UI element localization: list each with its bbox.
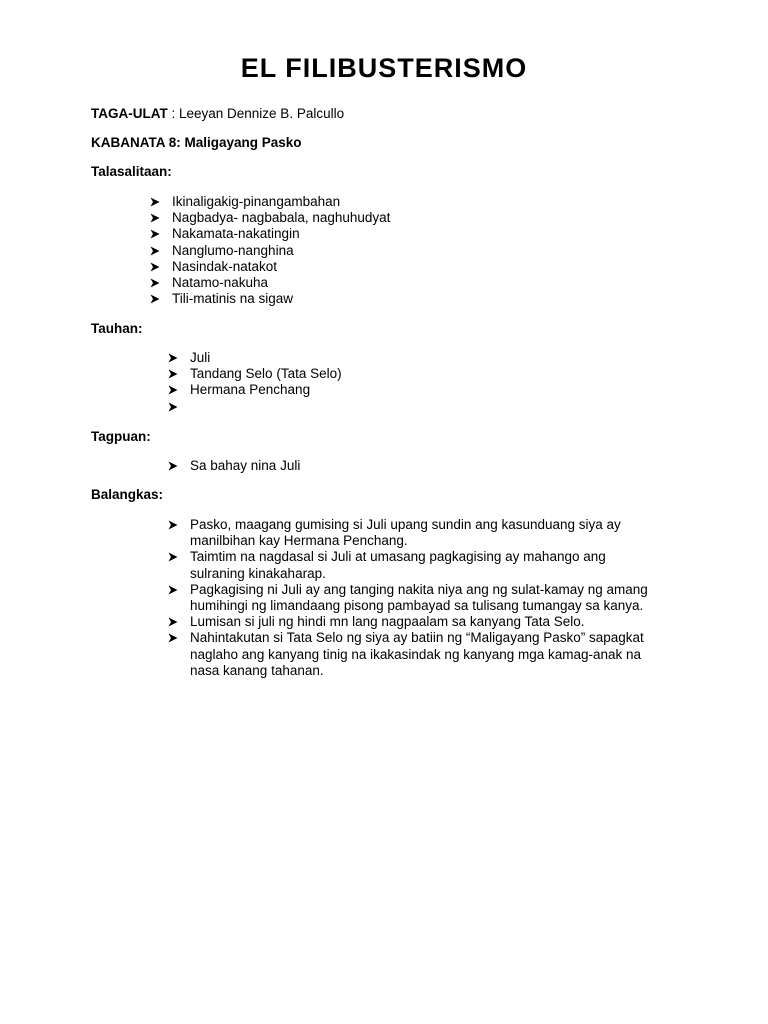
arrowhead-bullet-icon bbox=[168, 385, 178, 395]
list-item-text: Tili-matinis na sigaw bbox=[172, 291, 294, 307]
list-item bbox=[150, 210, 390, 226]
arrowhead-bullet-icon bbox=[168, 369, 178, 379]
arrowhead-bullet-icon bbox=[168, 617, 178, 627]
talasalitaan-heading: Talasalitaan: bbox=[91, 164, 172, 179]
list-item-text: Nahintakutan si Tata Selo ng siya ay batiin ng “Maligayang Pasko” sapagkat naglaho ang kanyang tinig na ikakasindak ng kanyang mga kamag-anak na nasa kanang tahanan. bbox=[190, 630, 644, 678]
tagpuan-list bbox=[168, 458, 300, 474]
list-item-text: Lumisan si juli ng hindi mn lang nagpaalam sa kanyang Tata Selo. bbox=[190, 614, 585, 630]
list-item bbox=[150, 291, 390, 307]
arrowhead-bullet-icon bbox=[150, 197, 160, 207]
list-item-text: Taimtim na nagdasal si Juli at umasang pagkagising ay mahango ang sulraning kinakaharap. bbox=[190, 549, 606, 581]
list-item bbox=[168, 630, 660, 679]
list-item bbox=[168, 382, 342, 398]
reporter-line bbox=[91, 106, 344, 122]
list-item-text: Tandang Selo (Tata Selo) bbox=[190, 366, 342, 382]
arrowhead-bullet-icon bbox=[168, 402, 178, 412]
reporter-label: TAGA-ULAT bbox=[91, 106, 168, 121]
tauhan-heading: Tauhan: bbox=[91, 321, 143, 336]
list-item-text: Pagkagising ni Juli ay ang tanging nakita niya ang ng sulat-kamay ng amang humihingi ng limandaang pisong pambayad sa tulisang tumangay sa kanya. bbox=[190, 581, 648, 614]
arrowhead-bullet-icon bbox=[150, 229, 160, 239]
balangkas-list bbox=[168, 517, 660, 679]
list-item-text: Nanglumo-nanghina bbox=[172, 242, 294, 258]
balangkas-heading: Balangkas: bbox=[91, 487, 164, 502]
list-item bbox=[168, 517, 660, 549]
arrowhead-bullet-icon bbox=[150, 294, 160, 304]
list-item-text: Sa bahay nina Juli bbox=[190, 458, 301, 473]
tauhan-list bbox=[168, 350, 342, 399]
arrowhead-bullet-icon bbox=[168, 461, 178, 471]
chapter-heading: KABANATA 8: Maligayang Pasko bbox=[91, 135, 302, 150]
list-item-text: Nakamata-nakatingin bbox=[172, 226, 300, 242]
list-item bbox=[150, 194, 390, 210]
list-item-text: Nagbadya- nagbabala, naghuhudyat bbox=[172, 210, 391, 226]
tagpuan-heading: Tagpuan: bbox=[91, 429, 151, 444]
list-item bbox=[150, 243, 390, 259]
arrowhead-bullet-icon bbox=[150, 278, 160, 288]
list-item-text: Natamo-nakuha bbox=[172, 275, 269, 291]
list-item-text: Ikinaligakig-pinangambahan bbox=[172, 194, 341, 209]
arrowhead-bullet-icon bbox=[168, 520, 178, 530]
arrowhead-bullet-icon bbox=[150, 262, 160, 272]
list-item-text: Hermana Penchang bbox=[190, 382, 311, 398]
arrowhead-bullet-icon bbox=[168, 353, 178, 363]
reporter-name: : Leeyan Dennize B. Palcullo bbox=[167, 106, 345, 121]
arrowhead-bullet-icon bbox=[168, 585, 178, 595]
list-item bbox=[168, 366, 342, 382]
list-item bbox=[168, 614, 660, 630]
list-item-text: Pasko, maagang gumising si Juli upang sundin ang kasunduang siya ay manilbihan kay Hermana Penchang. bbox=[190, 517, 621, 549]
list-item bbox=[150, 275, 390, 291]
talasalitaan-list bbox=[150, 194, 390, 307]
list-item bbox=[168, 350, 342, 366]
arrowhead-bullet-icon bbox=[150, 246, 160, 256]
document-title: EL FILIBUSTERISMO bbox=[240, 53, 528, 83]
list-item bbox=[150, 226, 390, 242]
list-item-text: Juli bbox=[190, 350, 211, 365]
arrowhead-bullet-icon bbox=[150, 213, 160, 223]
list-item bbox=[168, 549, 660, 581]
list-item bbox=[150, 259, 390, 275]
list-item-text: Nasindak-natakot bbox=[172, 258, 278, 274]
arrowhead-bullet-icon bbox=[168, 552, 178, 562]
list-item bbox=[168, 582, 660, 614]
arrowhead-bullet-icon bbox=[168, 633, 178, 643]
list-item bbox=[168, 458, 300, 474]
